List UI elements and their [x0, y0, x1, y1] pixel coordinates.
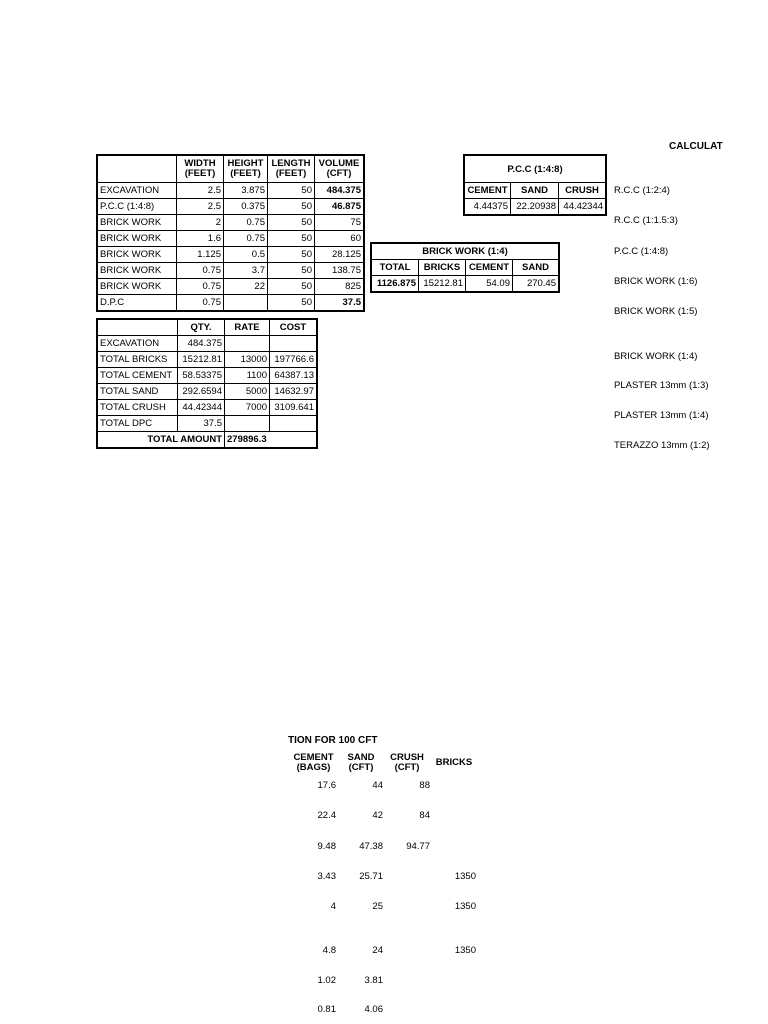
volume-cell-length: 50 [268, 279, 315, 295]
volume-cell-width: 2 [177, 215, 224, 231]
lower-sand-value: 24 [372, 945, 383, 956]
lower-sand-value: 44 [372, 780, 383, 791]
cost-cell-qty: 37.5 [178, 416, 225, 432]
volume-table-header [98, 156, 364, 183]
pcc-header-crush: CRUSH [559, 183, 606, 199]
lower-header-crush: CRUSH (CFT) [390, 752, 424, 773]
cost-cell-rate: 13000 [225, 352, 270, 368]
pcc-sand-value: 22.20938 [511, 199, 559, 215]
cost-row [98, 336, 317, 352]
volume-cell-length: 50 [268, 263, 315, 279]
brick-bricks-value: 15212.81 [419, 276, 466, 292]
header-length: LENGTH (FEET) [268, 156, 315, 183]
volume-cell-length: 50 [268, 295, 315, 311]
cost-cell-rate: 7000 [225, 400, 270, 416]
lower-crush-value: 94.77 [406, 841, 430, 852]
right-label: P.C.C (1:4:8) [614, 246, 669, 257]
volume-row [98, 295, 364, 311]
total-amount-label: TOTAL AMOUNT [98, 432, 225, 448]
volume-cell-volume: 28.125 [315, 247, 364, 263]
volume-row [98, 199, 364, 215]
volume-cell-width: 0.75 [177, 263, 224, 279]
volume-cell-height: 22 [224, 279, 268, 295]
cost-cell-cost: 64387.13 [270, 368, 317, 384]
pcc-crush-value: 44.42344 [559, 199, 606, 215]
volume-cell-item: P.C.C (1:4:8) [98, 199, 177, 215]
lower-bricks-value: 1350 [454, 871, 476, 882]
volume-cell-length: 50 [268, 215, 315, 231]
volume-cell-width: 2.5 [177, 183, 224, 199]
volume-cell-width: 2.5 [177, 199, 224, 215]
lower-cement-value: 3.43 [317, 871, 336, 882]
volume-row [98, 231, 364, 247]
brick-header-cement: CEMENT [466, 260, 513, 276]
cost-cell-qty: 484.375 [178, 336, 225, 352]
brick-table-title: BRICK WORK (1:4) [372, 244, 559, 260]
pcc-header-cement: CEMENT [465, 183, 511, 199]
cost-cell-qty: 58.53375 [178, 368, 225, 384]
right-label: BRICK WORK (1:5) [614, 306, 698, 317]
lower-cement-value: 22.4 [317, 810, 336, 821]
volume-cell-item: BRICK WORK [98, 247, 177, 263]
cost-cell-item: TOTAL CRUSH [98, 400, 178, 416]
cost-cell-cost: 197766.6 [270, 352, 317, 368]
header-height: HEIGHT (FEET) [224, 156, 268, 183]
brick-work-table [371, 243, 559, 292]
volume-cell-width: 1.6 [177, 231, 224, 247]
header-volume: VOLUME (CFT) [315, 156, 364, 183]
lower-cement-value: 9.48 [317, 841, 336, 852]
cost-cell-rate: 5000 [225, 384, 270, 400]
cost-cell-cost [270, 336, 317, 352]
cost-cell-item: TOTAL DPC [98, 416, 178, 432]
volume-cell-height: 0.375 [224, 199, 268, 215]
lower-header-bricks: BRICKS [435, 757, 473, 768]
volume-cell-height: 0.75 [224, 231, 268, 247]
cost-cell-qty: 292.6594 [178, 384, 225, 400]
volume-row [98, 263, 364, 279]
cost-header-cost: COST [270, 320, 317, 336]
cost-header-qty: QTY. [178, 320, 225, 336]
volume-cell-volume: 37.5 [315, 295, 364, 311]
lower-sand-value: 3.81 [364, 975, 383, 986]
cost-cell-item: TOTAL CEMENT [98, 368, 178, 384]
volume-cell-width: 1.125 [177, 247, 224, 263]
lower-header-cement: CEMENT (BAGS) [293, 752, 334, 773]
volume-row [98, 279, 364, 295]
lower-cement-value: 4.8 [322, 945, 336, 956]
volume-cell-item: BRICK WORK [98, 263, 177, 279]
volume-row [98, 247, 364, 263]
lower-crush-value: 88 [419, 780, 430, 791]
cost-table [97, 319, 317, 448]
volume-cell-item: BRICK WORK [98, 279, 177, 295]
lower-header-sand: SAND (CFT) [347, 752, 375, 773]
cost-row [98, 400, 317, 416]
cost-cell-item: TOTAL BRICKS [98, 352, 178, 368]
cost-cell-cost [270, 416, 317, 432]
volume-cell-item: BRICK WORK [98, 215, 177, 231]
right-label: BRICK WORK (1:6) [614, 276, 698, 287]
cost-row [98, 368, 317, 384]
volume-cell-volume: 46.875 [315, 199, 364, 215]
volume-cell-length: 50 [268, 231, 315, 247]
volume-cell-height [224, 295, 268, 311]
right-label: PLASTER 13mm (1:3) [614, 380, 709, 391]
cost-cell-rate [225, 416, 270, 432]
pcc-header-sand: SAND [511, 183, 559, 199]
right-label: PLASTER 13mm (1:4) [614, 410, 709, 421]
lower-bricks-value: 1350 [454, 945, 476, 956]
cost-cell-cost: 14632.97 [270, 384, 317, 400]
volume-cell-height: 3.7 [224, 263, 268, 279]
volume-row [98, 183, 364, 199]
cost-cell-cost: 3109.641 [270, 400, 317, 416]
lower-sand-value: 42 [372, 810, 383, 821]
volume-row [98, 215, 364, 231]
cost-header-rate: RATE [225, 320, 270, 336]
lower-sand-value: 47.38 [359, 841, 383, 852]
lower-cement-value: 4 [330, 901, 336, 912]
volume-cell-width: 0.75 [177, 279, 224, 295]
header-width: WIDTH (FEET) [177, 156, 224, 183]
cost-row [98, 352, 317, 368]
cost-row [98, 416, 317, 432]
cost-cell-item: EXCAVATION [98, 336, 178, 352]
lower-sand-value: 25.71 [359, 871, 383, 882]
volume-cell-height: 0.5 [224, 247, 268, 263]
right-label: BRICK WORK (1:4) [614, 351, 698, 362]
brick-total-value: 1126.875 [372, 276, 419, 292]
volume-cell-length: 50 [268, 183, 315, 199]
lower-sand-value: 4.06 [364, 1004, 383, 1015]
volume-cell-volume: 138.75 [315, 263, 364, 279]
pcc-cement-value: 4.44375 [465, 199, 511, 215]
cost-cell-item: TOTAL SAND [98, 384, 178, 400]
lower-sand-value: 25 [372, 901, 383, 912]
brick-header-sand: SAND [513, 260, 559, 276]
volume-cell-volume: 825 [315, 279, 364, 295]
lower-bricks-value: 1350 [454, 901, 476, 912]
cost-row [98, 384, 317, 400]
right-label: R.C.C (1:2:4) [614, 185, 670, 196]
volume-cell-item: D.P.C [98, 295, 177, 311]
right-label: TERAZZO 13mm (1:2) [614, 440, 710, 451]
volume-cell-width: 0.75 [177, 295, 224, 311]
volume-cell-volume: 484.375 [315, 183, 364, 199]
volume-cell-item: BRICK WORK [98, 231, 177, 247]
lower-cement-value: 17.6 [317, 780, 336, 791]
volume-cell-volume: 60 [315, 231, 364, 247]
lower-section-title: TION FOR 100 CFT [288, 735, 378, 746]
sheet-title: CALCULAT [669, 141, 723, 152]
brick-sand-value: 270.45 [513, 276, 559, 292]
total-amount-value: 279896.3 [225, 432, 317, 448]
cost-cell-rate [225, 336, 270, 352]
volume-cell-length: 50 [268, 247, 315, 263]
brick-cement-value: 54.09 [466, 276, 513, 292]
volume-cell-height: 3.875 [224, 183, 268, 199]
brick-header-total: TOTAL [372, 260, 419, 276]
pcc-table [464, 155, 606, 215]
volume-cell-volume: 75 [315, 215, 364, 231]
lower-cement-value: 1.02 [317, 975, 336, 986]
cost-cell-qty: 44.42344 [178, 400, 225, 416]
cost-cell-qty: 15212.81 [178, 352, 225, 368]
right-label: R.C.C (1:1.5:3) [614, 215, 678, 226]
lower-cement-value: 0.81 [317, 1004, 336, 1015]
volume-cell-length: 50 [268, 199, 315, 215]
lower-crush-value: 84 [419, 810, 430, 821]
pcc-title: P.C.C (1:4:8) [465, 156, 606, 183]
cost-cell-rate: 1100 [225, 368, 270, 384]
volume-table [97, 155, 364, 311]
brick-header-bricks: BRICKS [419, 260, 466, 276]
volume-cell-height: 0.75 [224, 215, 268, 231]
volume-cell-item: EXCAVATION [98, 183, 177, 199]
